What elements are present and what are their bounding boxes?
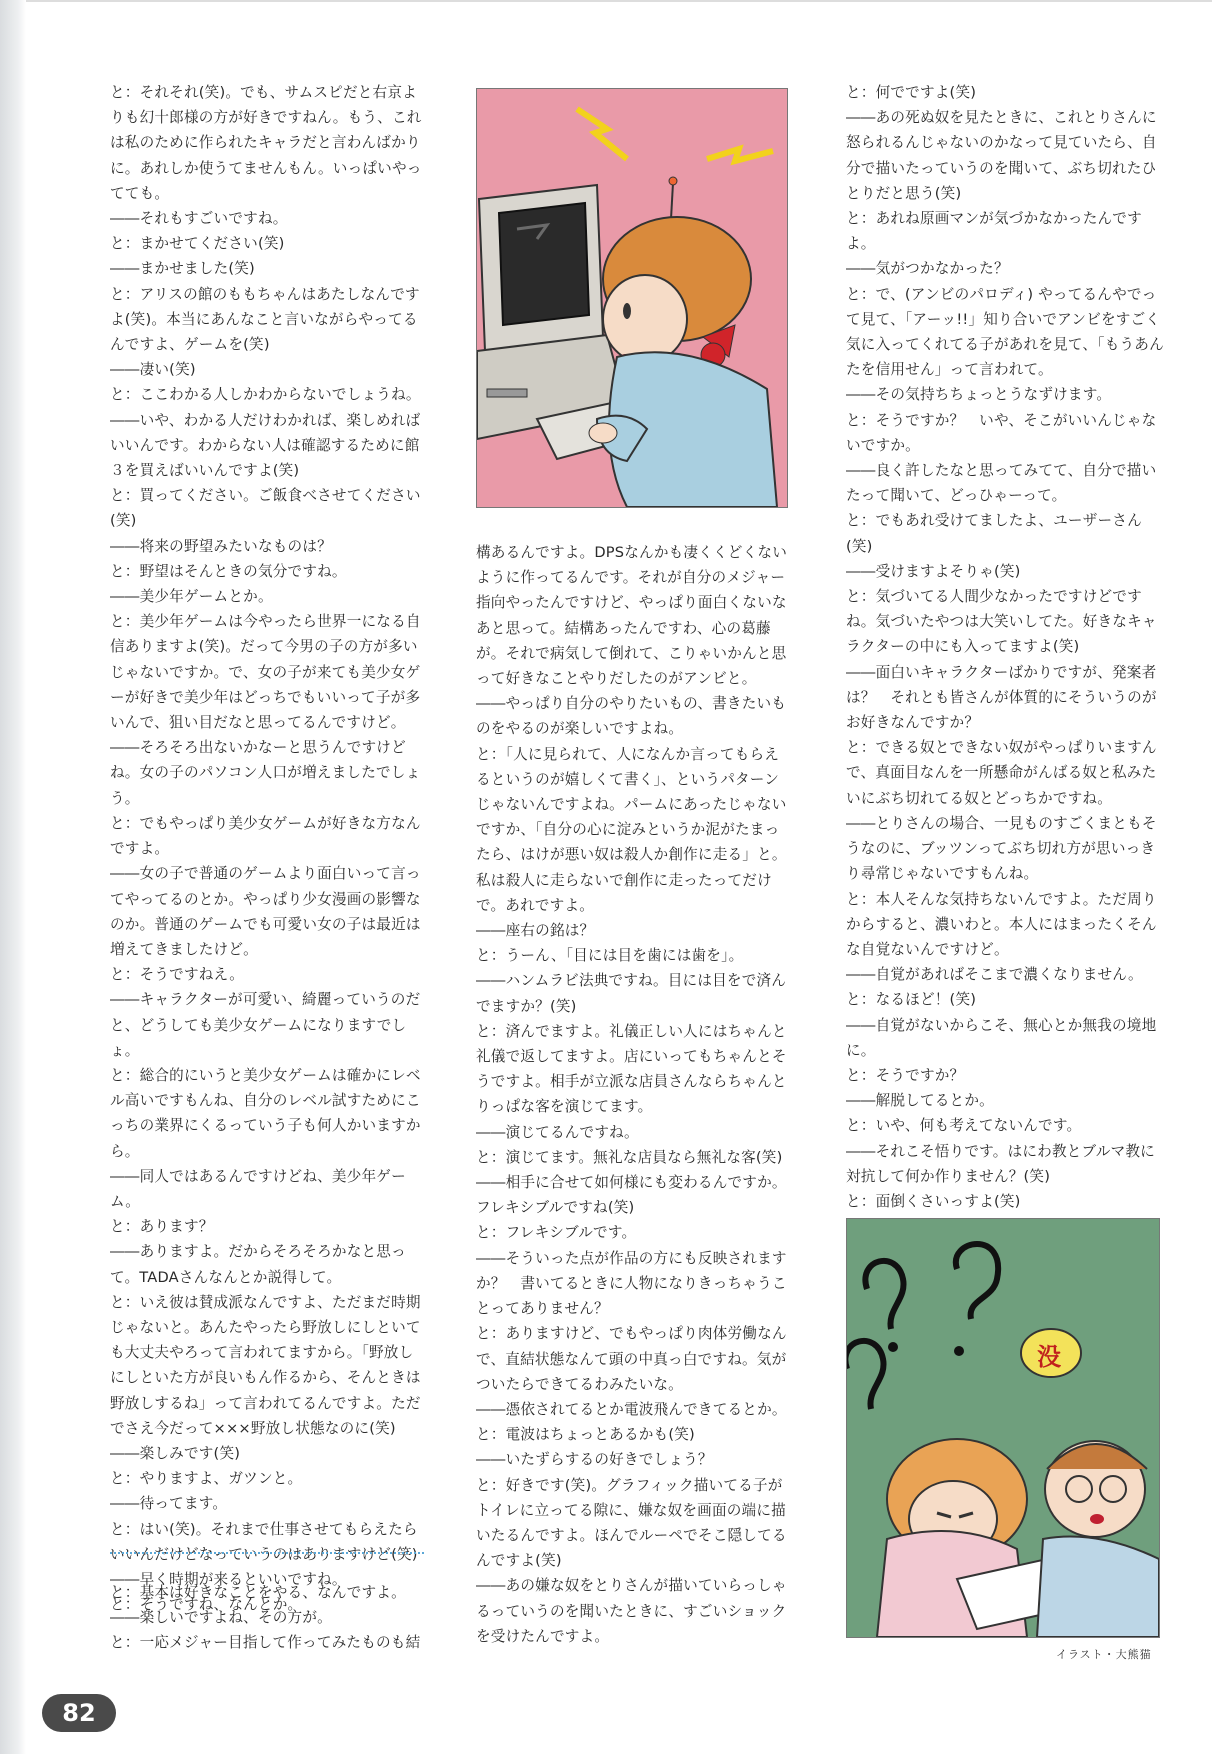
- illustration-credit: イラスト・大熊猫: [1056, 1648, 1152, 1661]
- dialogue-line: と：そうですねえ。: [110, 966, 245, 984]
- dialogue-line: ――楽しみです(笑): [110, 1444, 241, 1462]
- dialogue-line: と：でもやっぱり美少女ゲームが好きな方なんですよ。: [110, 814, 421, 858]
- dialogue-line: と：済んでますよ。礼儀正しい人にはちゃんと礼儀で返してますよ。店にいってもちゃんとそうですよ。相手が立派な店員さんならちゃんとりっぱな客を演じてます。: [476, 1022, 787, 1116]
- dialogue-line: と：いや、何も考えてないんです。: [846, 1117, 1082, 1135]
- dialogue-line: と：本人そんな気持ちないんですよ。ただ周りからすると、濃いわと。本人にはまったくそんな自覚ないんですけど。: [846, 890, 1157, 958]
- text-column-3: [846, 80, 1164, 1214]
- dialogue-line: ――座右の銘は？: [476, 922, 595, 940]
- dialogue-line: ――キャラクターが可愛い、綺麗っていうのだと、どうしても美少女ゲームになりますでしょ。: [110, 991, 421, 1059]
- dialogue-line: ――自覚があればそこまで濃くなりません。: [846, 966, 1143, 984]
- dialogue-line: ――解脱してるとか。: [846, 1092, 994, 1110]
- dialogue-line: と：一応メジャー目指して作ってみたものも結: [110, 1634, 421, 1652]
- page-top-edge: [26, 0, 1212, 2]
- text-column-1-continued: [110, 1580, 428, 1656]
- dialogue-line: ――いや、わかる人だけわかれば、楽しめればいいんです。わからない人は確認するために館３を買えばいいんですよ(笑): [110, 411, 421, 480]
- dialogue-line: ――ありますよ。だからそろそろかなと思って。TADAさんなんとか説得して。: [110, 1243, 406, 1286]
- dialogue-line: ――その気持ちちょっとうなずけます。: [846, 386, 1112, 404]
- dialogue-line: と：買ってください。ご飯食べさせてください(笑): [110, 487, 421, 530]
- dialogue-line: ――そろそろ出ないかなーと思うんですけどね。女の子のパソコン人口が増えましたでしょう。: [110, 739, 421, 807]
- dialogue-line: ――受けますよそりゃ(笑): [846, 562, 1021, 580]
- dialogue-line: と：でもあれ受けてましたよ、ユーザーさん(笑): [846, 512, 1142, 555]
- dialogue-line: と：まかせてください(笑): [110, 235, 285, 253]
- dialogue-line: と：そうですか？: [846, 1066, 965, 1084]
- dialogue-line: と：そうですね、なんとか。: [110, 1596, 303, 1614]
- page-binding-shadow: [0, 0, 26, 1754]
- dialogue-line: ――それこそ悟りです。はにわ教とブルマ教に対抗して何か作りません？(笑): [846, 1142, 1155, 1185]
- dialogue-line: ――面白いキャラクターばかりですが、発案者は？ それとも皆さんが体質的にそういうのがお好きなんですか？: [846, 663, 1157, 732]
- dialogue-line: ――良く許したなと思ってみてて、自分で描いたって聞いて、どっひゃーって。: [846, 462, 1157, 505]
- dialogue-line: ――いたずらするの好きでしょう？: [476, 1451, 713, 1469]
- illustration-computer-girl: [476, 88, 788, 508]
- dialogue-line: と：はい(笑)。それまで仕事させてもらえたらいいんだけどなっていうのはありますけど(笑): [110, 1520, 418, 1563]
- dialogue-line: ――早く時期が来るといいですね。: [110, 1570, 347, 1588]
- confused-characters-drawing: [847, 1219, 1159, 1637]
- dialogue-line: と：できる奴とできない奴がやっぱりいますんで、真面目なんを一所懸命がんばる奴と私みたいにぶち切れてる奴とどっちかですね。: [846, 739, 1157, 807]
- dialogue-line: ――女の子で普通のゲームより面白いって言ってやってるのとか。やっぱり少女漫画の影響なのか。普通のゲームでも可愛い女の子は最近は増えてきましたけど。: [110, 865, 421, 958]
- dialogue-line: ――そういった点が作品の方にも反映されますか？ 書いてるときに人物になりきっちゃうことってありません？: [476, 1249, 787, 1318]
- dialogue-line: と：電波はちょっとあるかも(笑): [476, 1426, 695, 1444]
- dialogue-line: ――とりさんの場合、一見ものすごくまともそうなのに、ブッツンってぶち切れ方が思いっきり尋常じゃないですもんね。: [846, 814, 1157, 883]
- section-divider: [110, 1552, 424, 1554]
- dialogue-line: ――将来の野望みたいなものは？: [110, 537, 332, 555]
- dialogue-line: と：アリスの館のももちゃんはあたしなんですよ(笑)。本当にあんなこと言いながらやってるんですよ、ゲームを(笑): [110, 285, 420, 354]
- dialogue-line: ――凄い(笑): [110, 361, 196, 379]
- dialogue-line: と：いえ彼は賛成派なんですよ、ただまだ時期じゃないと。あんたやったら野放しにしといても大丈夫やろって言われてますから。「野放しにしといた方が良いもん作るから、そんときは野放しするね」って言われてるんですよ。ただでさえ今だって×××野放し状態なのに(笑): [110, 1293, 421, 1437]
- dialogue-line: 構あるんですよ。DPSなんかも凄くくどくないように作ってるんです。それが自分のメジャー指向やったんですけど、やっぱり面白くないなあと思って。結構あったんですわ、心の葛藤が。それで病気して倒れて、こりゃいかんと思って好きなことやりだしたのがアンビと。: [476, 544, 787, 688]
- text-column-1: [110, 80, 428, 1617]
- dialogue-line: ――やっぱり自分のやりたいもの、書きたいものをやるのが楽しいですよね。: [476, 695, 787, 738]
- dialogue-line: と：ありますけど、でもやっぱり肉体労働なんで、直結状態なんて頭の中真っ白ですね。気がついたらできてるわみたいな。: [476, 1325, 787, 1393]
- dialogue-line: ――自覚がないからこそ、無心とか無我の境地に。: [846, 1016, 1157, 1059]
- dialogue-line: と：あります？: [110, 1218, 214, 1236]
- dialogue-line: と：気づいてる人間少なかったですけどですね。気づいたやつは大笑いしてた。好きなキャラクターの中にも入ってますよ(笑): [846, 588, 1157, 656]
- page-number: 82: [42, 1694, 116, 1732]
- dialogue-line: ――あの嫌な奴をとりさんが描いていらっしゃるっていうのを聞いたときに、すごいショックを受けたんですよ。: [476, 1577, 787, 1645]
- dialogue-line: と：面倒くさいっすよ(笑): [846, 1192, 1021, 1210]
- dialogue-line: ――それもすごいですね。: [110, 210, 288, 228]
- illustration-confused-characters: [846, 1218, 1160, 1638]
- dialogue-line: と：好きです(笑)。グラフィック描いてる子がトイレに立ってる隙に、嫌な奴を画面の端に描いたるんですよ。ほんでルーペでそこ隠してるんですよ(笑): [476, 1476, 787, 1570]
- dialogue-line: と：うーん、「目には目を歯には歯を」。: [476, 947, 744, 965]
- dialogue-line: ――楽しいですよね、その方が。: [110, 1609, 332, 1627]
- dialogue-line: ――憑依されてるとか電波飛んできてるとか。: [476, 1400, 787, 1418]
- dialogue-line: ――気がつかなかった？: [846, 260, 1009, 278]
- dialogue-line: と：「人に見られて、人になんか言ってもらえるというのが嬉しくて書く」、というパターンじゃないんですよね。パームにあったじゃないですか、「自分の心に淀みというか泥がたまったら、はけが悪い奴は殺人か創作に走る」と。私は殺人に走らないで創作に走ったってだけで。あれですよ。: [476, 745, 787, 914]
- text-column-2: [476, 540, 792, 1649]
- dialogue-line: ――相手に合せて如何様にも変わるんですか。フレキシブルですね(笑): [476, 1174, 787, 1217]
- dialogue-line: ――待ってます。: [110, 1495, 228, 1513]
- dialogue-line: ――ハンムラビ法典ですね。目には目をで済んでますか？(笑): [476, 972, 787, 1015]
- dialogue-line: と：演じてます。無礼な店員なら無礼な客(笑): [476, 1148, 783, 1166]
- dialogue-line: と：あれね原画マンが気づかなかったんですよ。: [846, 210, 1142, 253]
- dialogue-line: ――同人ではあるんですけどね、美少年ゲーム。: [110, 1167, 406, 1210]
- dialogue-line: と：それそれ(笑)。でも、サムスピだと右京よりも幻十郎様の方が好きですねん。もう、これは私のために作られたキャラだと言わんばかりに。あれしか使うてませんもん。いっぱいやってても。: [110, 84, 422, 202]
- dialogue-line: と：なるほど！(笑): [846, 991, 977, 1009]
- dialogue-line: と：フレキシブルです。: [476, 1224, 637, 1242]
- dialogue-line: ――美少年ゲームとか。: [110, 588, 273, 606]
- illustration-badge-text: 没: [1037, 1343, 1061, 1371]
- dialogue-line: ――演じてるんですね。: [476, 1123, 639, 1141]
- dialogue-line: と：やりますよ、ガツンと。: [110, 1470, 303, 1488]
- dialogue-line: と：そうですか？ いや、そこがいいんじゃないですか。: [846, 411, 1157, 454]
- dialogue-line: と：ここわかる人しかわからないでしょうね。: [110, 386, 421, 404]
- dialogue-line: と：総合的にいうと美少女ゲームは確かにレベル高いですもんね、自分のレベル試すためにこっちの業界にくるっていう子も何人かいますから。: [110, 1066, 421, 1160]
- computer-girl-drawing: [477, 89, 787, 507]
- dialogue-line: と：美少年ゲームは今やったら世界一になる自信ありますよ(笑)。だって今男の子の方が多いじゃないですか。で、女の子が来ても美少女ゲーが好きで美少年はどっちでもいいって子が多いんで、狙い目だなと思ってるんですけど。: [110, 613, 421, 732]
- dialogue-line: と：基本は好きなことをやる、なんですよ。: [110, 1584, 406, 1601]
- dialogue-line: ――まかせました(笑): [110, 260, 255, 278]
- dialogue-line: と：で、(アンビのパロディ) やってるんやでって見て、「アーッ!!」知り合いでアンビをすごく気に入ってくれてる子があれを見て、「もうあんたを信用せん」って言われて。: [846, 285, 1164, 379]
- dialogue-line: と：何でですよ(笑): [846, 84, 977, 101]
- dialogue-line: ――あの死ぬ奴を見たときに、これとりさんに怒られるんじゃないのかなって見ていたら、自分で描いたっていうのを聞いて、ぶち切れたひとりだと思う(笑): [846, 109, 1157, 202]
- dialogue-line: と：野望はそんときの気分ですね。: [110, 562, 347, 580]
